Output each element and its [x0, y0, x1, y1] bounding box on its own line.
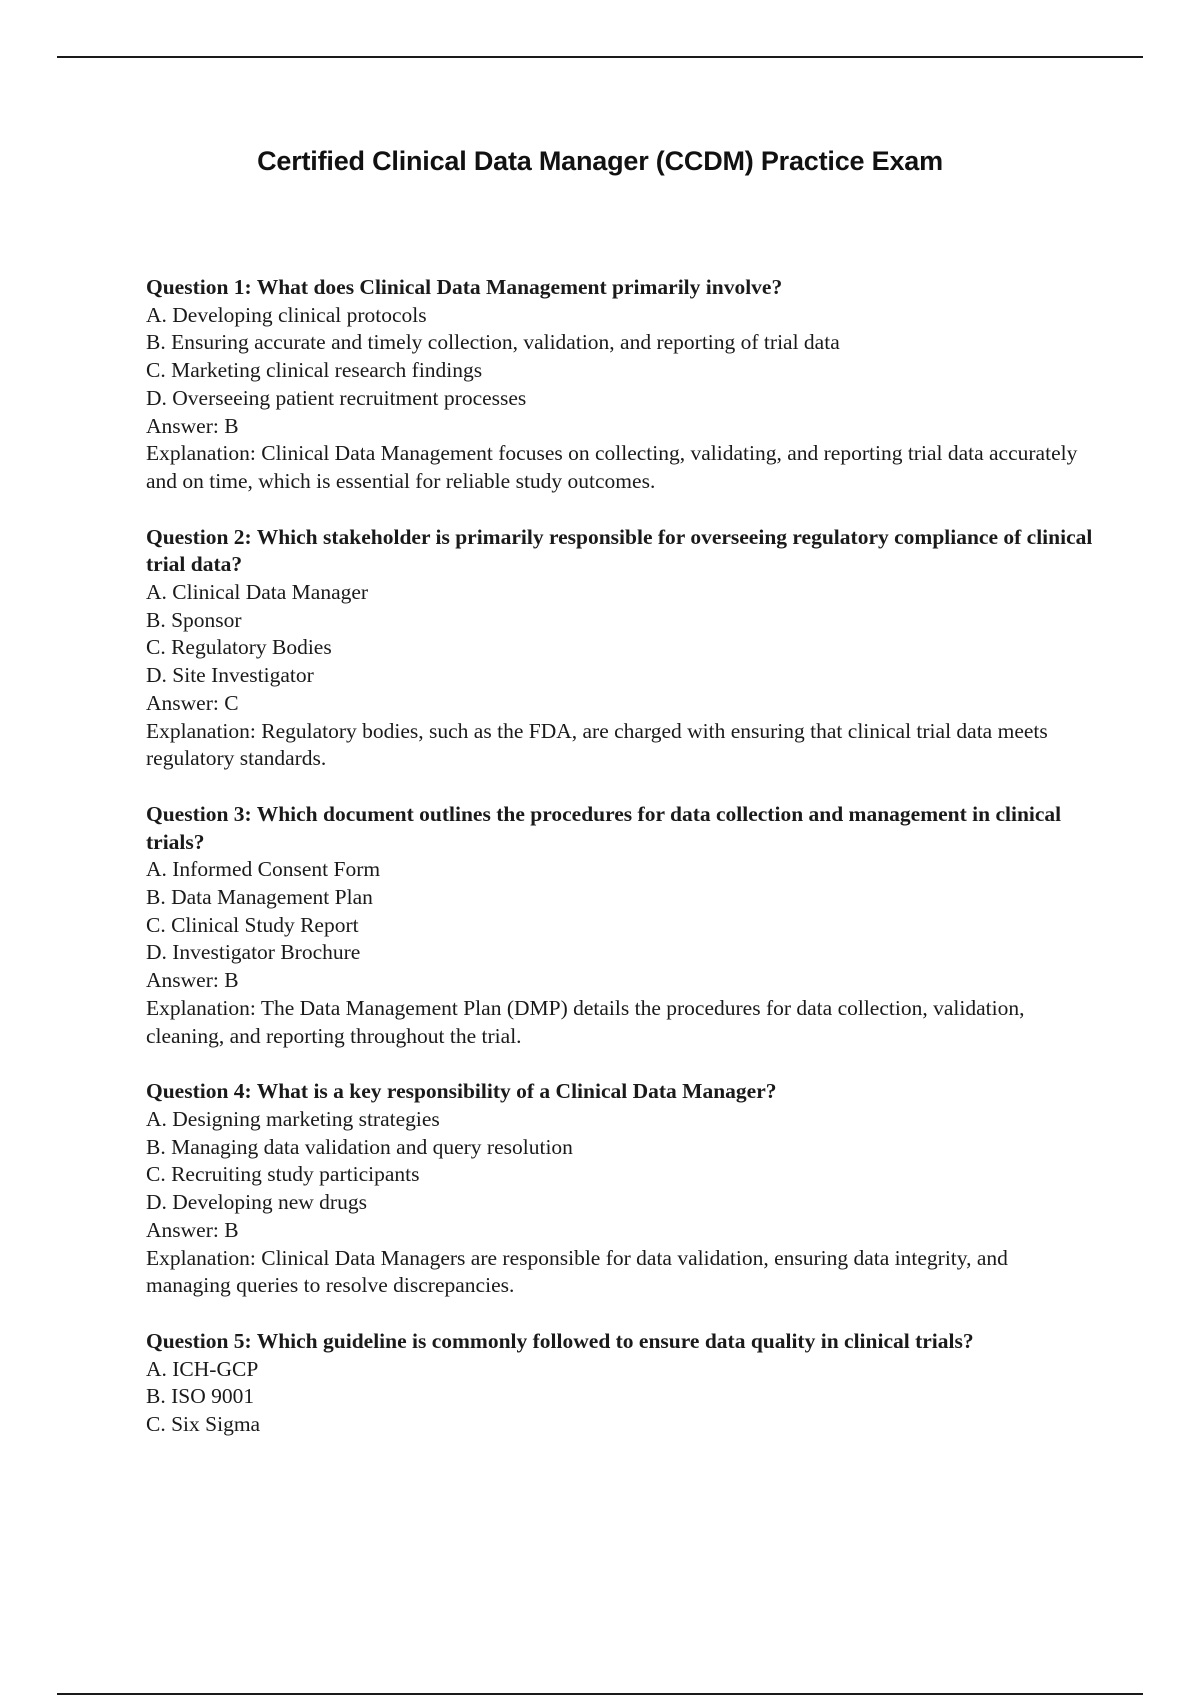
explanation: Explanation: The Data Management Plan (DMP) details the procedures for data collection, validation, cleaning, and reporting throughout the trial.: [146, 995, 1025, 1048]
explanation: Explanation: Clinical Data Management focuses on collecting, validating, and reporting trial data accurately and on time, which is essential for reliable study outcomes.: [146, 441, 1078, 493]
option-b: B. Ensuring accurate and timely collection, validation, and reporting of trial data: [146, 330, 840, 355]
option-c: C. Clinical Study Report: [146, 912, 359, 937]
option-c: C. Regulatory Bodies: [146, 635, 332, 660]
option-b: B. ISO 9001: [146, 1384, 255, 1409]
question-text: Question 4: What is a key responsibility of a Clinical Data Manager?: [146, 1079, 777, 1104]
answer: Answer: B: [146, 968, 239, 993]
option-b: B. Managing data validation and query resolution: [146, 1134, 573, 1159]
option-a: A. Clinical Data Manager: [146, 580, 369, 605]
answer: Answer: B: [146, 413, 239, 438]
question-1: [146, 274, 1096, 496]
option-c: C. Marketing clinical research findings: [146, 358, 483, 383]
option-d: D. Developing new drugs: [146, 1190, 367, 1215]
question-text: Question 2: Which stakeholder is primarily responsible for overseeing regulatory compliance of clinical trial data?: [146, 524, 1093, 577]
question-list: [146, 274, 1096, 1467]
explanation: Explanation: Clinical Data Managers are responsible for data validation, ensuring data integrity, and managing queries to resolve discrepancies.: [146, 1245, 1008, 1298]
option-d: D. Investigator Brochure: [146, 940, 361, 965]
answer: Answer: C: [146, 690, 239, 715]
question-3: [146, 801, 1096, 1050]
option-a: A. Informed Consent Form: [146, 857, 381, 882]
footer-rule: [57, 1693, 1143, 1695]
option-a: A. Developing clinical protocols: [146, 302, 427, 327]
explanation: Explanation: Regulatory bodies, such as the FDA, are charged with ensuring that clinical trial data meets regulatory standards.: [146, 718, 1048, 771]
question-4: [146, 1078, 1096, 1300]
question-2: [146, 524, 1096, 773]
option-c: C. Six Sigma: [146, 1412, 261, 1437]
option-c: C. Recruiting study participants: [146, 1162, 420, 1187]
answer: Answer: B: [146, 1217, 239, 1242]
question-5: [146, 1328, 1096, 1439]
question-text: Question 3: Which document outlines the procedures for data collection and management in clinical trials?: [146, 801, 1062, 854]
option-b: B. Data Management Plan: [146, 885, 373, 910]
question-text: Question 1: What does Clinical Data Management primarily involve?: [146, 275, 783, 299]
question-text: Question 5: Which guideline is commonly followed to ensure data quality in clinical trials?: [146, 1328, 974, 1353]
option-b: B. Sponsor: [146, 607, 242, 632]
header-rule: [57, 56, 1143, 58]
option-d: D. Overseeing patient recruitment processes: [146, 385, 527, 410]
page-title: Certified Clinical Data Manager (CCDM) Practice Exam: [257, 146, 943, 176]
option-d: D. Site Investigator: [146, 663, 314, 688]
option-a: A. Designing marketing strategies: [146, 1106, 440, 1131]
option-a: A. ICH-GCP: [146, 1356, 259, 1381]
